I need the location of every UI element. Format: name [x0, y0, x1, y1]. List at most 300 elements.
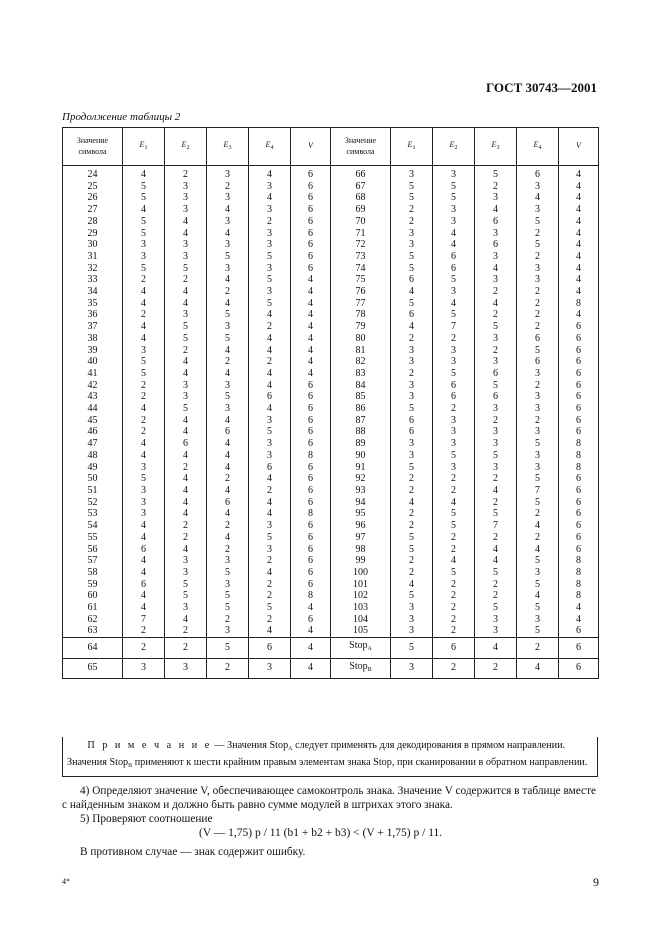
cell: 3	[165, 555, 207, 567]
cell: 3	[165, 602, 207, 614]
cell: 62	[63, 614, 123, 626]
cell: 6	[433, 391, 475, 403]
cell: 3	[391, 239, 433, 251]
cell: 5	[391, 181, 433, 193]
cell: 5	[123, 263, 165, 275]
cell: 41	[63, 368, 123, 380]
cell: 6	[291, 415, 331, 427]
cell: 4	[165, 368, 207, 380]
cell: 5	[249, 274, 291, 286]
cell: 88	[331, 426, 391, 438]
cell: 56	[63, 544, 123, 556]
cell: 3	[391, 166, 433, 181]
table-row	[63, 579, 599, 591]
cell: 3	[391, 356, 433, 368]
cell: 34	[63, 286, 123, 298]
table-row	[63, 473, 599, 485]
cell: 2	[433, 544, 475, 556]
cell: 3	[249, 438, 291, 450]
cell: 4	[123, 166, 165, 181]
cell: 4	[391, 497, 433, 509]
cell: 6	[291, 532, 331, 544]
cell: 78	[331, 309, 391, 321]
cell: 6	[559, 473, 599, 485]
footer-mark: 4*	[62, 877, 70, 886]
cell: 5	[517, 438, 559, 450]
cell: 90	[331, 450, 391, 462]
cell: 5	[517, 625, 559, 637]
cell: 5	[391, 638, 433, 659]
cell: 4	[249, 497, 291, 509]
cell: 5	[433, 567, 475, 579]
cell: 4	[207, 228, 249, 240]
cell: 5	[123, 228, 165, 240]
cell: 3	[207, 579, 249, 591]
cell: 3	[433, 462, 475, 474]
cell: 3	[391, 614, 433, 626]
cell: 65	[63, 658, 123, 679]
standard-header: ГОСТ 30743—2001	[485, 80, 597, 95]
cell: 4	[391, 321, 433, 333]
cell: 6	[207, 497, 249, 509]
cell: 4	[207, 298, 249, 310]
cell: 8	[559, 579, 599, 591]
cell: 4	[517, 544, 559, 556]
cell: 5	[517, 345, 559, 357]
cell: 5	[391, 192, 433, 204]
cell: 5	[207, 567, 249, 579]
stop-b-label	[331, 658, 391, 679]
cell: 96	[331, 520, 391, 532]
cell: 3	[249, 263, 291, 275]
cell: 2	[517, 415, 559, 427]
cell: 3	[517, 403, 559, 415]
cell: 4	[559, 614, 599, 626]
cell: 3	[433, 438, 475, 450]
cell: 4	[249, 309, 291, 321]
table-row	[63, 544, 599, 556]
cell: 2	[433, 485, 475, 497]
cell: 86	[331, 403, 391, 415]
cell: 3	[391, 450, 433, 462]
cell: 4	[249, 508, 291, 520]
cell: 5	[123, 473, 165, 485]
cell: 5	[391, 590, 433, 602]
cell: 4	[559, 274, 599, 286]
table-row	[63, 356, 599, 368]
table-row	[63, 508, 599, 520]
cell: 4	[165, 415, 207, 427]
cell: 3	[123, 239, 165, 251]
cell: 2	[391, 216, 433, 228]
table-row	[63, 462, 599, 474]
cell: 2	[165, 274, 207, 286]
cell: 4	[291, 298, 331, 310]
cell: 6	[291, 166, 331, 181]
cell: 3	[475, 228, 517, 240]
cell: 6	[291, 181, 331, 193]
cell: 4	[207, 274, 249, 286]
cell: 68	[331, 192, 391, 204]
cell: 3	[249, 450, 291, 462]
cell: 3	[391, 602, 433, 614]
table-row	[63, 192, 599, 204]
cell: 4	[433, 228, 475, 240]
cell: 2	[165, 532, 207, 544]
cell: 94	[331, 497, 391, 509]
cell: 60	[63, 590, 123, 602]
cell: 2	[207, 544, 249, 556]
cell: 30	[63, 239, 123, 251]
cell: 100	[331, 567, 391, 579]
cell: 5	[475, 166, 517, 181]
cell: 2	[475, 590, 517, 602]
inequality-formula: (V — 1,75) p / 11 (b1 + b2 + b3) < (V + 1,75) p / 11.	[199, 827, 443, 839]
cell: 4	[165, 216, 207, 228]
header-e3: $E_3$	[207, 128, 249, 166]
cell: 38	[63, 333, 123, 345]
cell: 3	[391, 658, 433, 679]
cell: 6	[559, 638, 599, 659]
cell: 104	[331, 614, 391, 626]
cell: 8	[559, 555, 599, 567]
cell: 3	[517, 274, 559, 286]
cell: 83	[331, 368, 391, 380]
table-row	[63, 286, 599, 298]
table-row	[63, 309, 599, 321]
page-number: 9	[593, 875, 599, 889]
cell: 2	[165, 520, 207, 532]
cell: 2	[207, 520, 249, 532]
step-5-paragraph: 5) Проверяют соотношение	[80, 813, 213, 825]
cell: 5	[433, 274, 475, 286]
cell: 2	[165, 638, 207, 659]
cell: 4	[559, 239, 599, 251]
cell: 3	[207, 166, 249, 181]
cell: 6	[391, 415, 433, 427]
cell: 6	[291, 204, 331, 216]
cell: 4	[475, 298, 517, 310]
cell: 3	[165, 567, 207, 579]
cell: 6	[559, 415, 599, 427]
cell: 3	[207, 263, 249, 275]
cell: 4	[291, 638, 331, 659]
cell: 6	[291, 228, 331, 240]
cell: 4	[433, 239, 475, 251]
header-e4: $E_4$	[517, 128, 559, 166]
cell: 3	[433, 204, 475, 216]
cell: 37	[63, 321, 123, 333]
table-row	[63, 380, 599, 392]
cell: 6	[291, 216, 331, 228]
cell: 5	[165, 579, 207, 591]
cell: 2	[249, 555, 291, 567]
cell: 6	[249, 638, 291, 659]
cell: 8	[559, 450, 599, 462]
cell: 2	[433, 590, 475, 602]
cell: 3	[475, 625, 517, 637]
table-row	[63, 228, 599, 240]
cell: 8	[559, 298, 599, 310]
cell: 2	[517, 638, 559, 659]
cell: 40	[63, 356, 123, 368]
cell: 84	[331, 380, 391, 392]
cell: 2	[433, 625, 475, 637]
cell: 4	[123, 321, 165, 333]
cell: 3	[475, 426, 517, 438]
cell: 3	[123, 251, 165, 263]
cell: 4	[517, 520, 559, 532]
cell: 5	[391, 462, 433, 474]
cell: 2	[249, 216, 291, 228]
cell: 4	[165, 614, 207, 626]
note-label: П р и м е ч а н и е	[87, 740, 212, 751]
table-header-row	[63, 128, 599, 166]
cell: 4	[123, 555, 165, 567]
cell: 2	[475, 415, 517, 427]
cell: 5	[433, 309, 475, 321]
cell: 2	[123, 309, 165, 321]
header-v: V	[559, 128, 599, 166]
cell: 3	[165, 380, 207, 392]
cell: 4	[123, 532, 165, 544]
table-row	[63, 555, 599, 567]
cell: 5	[123, 216, 165, 228]
cell: 5	[475, 321, 517, 333]
cell: 2	[475, 579, 517, 591]
table-row	[63, 532, 599, 544]
cell: 99	[331, 555, 391, 567]
cell: 4	[249, 403, 291, 415]
cell: 3	[475, 333, 517, 345]
cell: 5	[123, 192, 165, 204]
stop-label: Stop	[349, 660, 368, 672]
cell: 4	[207, 415, 249, 427]
cell: 4	[165, 473, 207, 485]
cell: 4	[249, 380, 291, 392]
cell: 2	[123, 415, 165, 427]
cell: 3	[475, 438, 517, 450]
cell: 6	[291, 555, 331, 567]
cell: 5	[165, 321, 207, 333]
cell: 6	[559, 485, 599, 497]
cell: 75	[331, 274, 391, 286]
cell: 3	[249, 658, 291, 679]
cell: 47	[63, 438, 123, 450]
cell: 25	[63, 181, 123, 193]
cell: 4	[249, 625, 291, 637]
cell: 2	[433, 614, 475, 626]
cell: 2	[123, 274, 165, 286]
cell: 3	[475, 192, 517, 204]
cell: 3	[165, 391, 207, 403]
cell: 3	[249, 415, 291, 427]
cell: 4	[207, 368, 249, 380]
cell: 4	[165, 450, 207, 462]
cell: 5	[123, 356, 165, 368]
cell: 2	[517, 286, 559, 298]
cell: 5	[207, 602, 249, 614]
cell: 6	[559, 333, 599, 345]
cell: 5	[517, 239, 559, 251]
cell: 97	[331, 532, 391, 544]
cell: 3	[391, 391, 433, 403]
cell: 6	[291, 567, 331, 579]
cell: 55	[63, 532, 123, 544]
cell: 2	[391, 555, 433, 567]
cell: 8	[559, 590, 599, 602]
table-row	[63, 614, 599, 626]
cell: 5	[433, 450, 475, 462]
cell: 6	[559, 497, 599, 509]
cell: 51	[63, 485, 123, 497]
cell: 3	[433, 426, 475, 438]
cell: 6	[559, 426, 599, 438]
cell: 89	[331, 438, 391, 450]
cell: 4	[559, 286, 599, 298]
cell: 3	[123, 508, 165, 520]
cell: 2	[391, 333, 433, 345]
cell: 2	[391, 485, 433, 497]
cell: 2	[517, 380, 559, 392]
cell: 5	[207, 333, 249, 345]
cell: 4	[433, 298, 475, 310]
table-body	[63, 166, 599, 679]
cell: 4	[391, 579, 433, 591]
cell: 3	[207, 321, 249, 333]
cell: 2	[517, 508, 559, 520]
cell: 2	[249, 579, 291, 591]
cell: 2	[475, 532, 517, 544]
cell: 4	[291, 368, 331, 380]
table-continuation-caption: Продолжение таблицы 2	[62, 111, 181, 123]
cell: 5	[517, 579, 559, 591]
cell: 4	[123, 298, 165, 310]
cell: 2	[165, 345, 207, 357]
cell: 4	[559, 263, 599, 275]
table-row	[63, 166, 599, 181]
table-row	[63, 567, 599, 579]
cell: 4	[207, 450, 249, 462]
cell: 2	[207, 658, 249, 679]
cell: 43	[63, 391, 123, 403]
cell: 3	[207, 625, 249, 637]
cell: 2	[123, 638, 165, 659]
cell: 3	[249, 544, 291, 556]
cell: 82	[331, 356, 391, 368]
table-row	[63, 391, 599, 403]
header-e1: $E_1$	[123, 128, 165, 166]
cell: 2	[207, 356, 249, 368]
cell: 2	[123, 391, 165, 403]
cell: 79	[331, 321, 391, 333]
cell: 80	[331, 333, 391, 345]
cell: 4	[123, 520, 165, 532]
cell: 95	[331, 508, 391, 520]
cell: 4	[123, 567, 165, 579]
cell: 4	[123, 438, 165, 450]
cell: 5	[433, 508, 475, 520]
cell: 24	[63, 166, 123, 181]
cell: 48	[63, 450, 123, 462]
cell: 6	[475, 216, 517, 228]
cell: 4	[249, 345, 291, 357]
cell: 27	[63, 204, 123, 216]
cell: 42	[63, 380, 123, 392]
cell: 4	[123, 286, 165, 298]
cell: 6	[517, 333, 559, 345]
cell: 2	[475, 345, 517, 357]
cell: 5	[517, 473, 559, 485]
cell: 2	[391, 520, 433, 532]
cell: 5	[165, 403, 207, 415]
cell: 6	[291, 473, 331, 485]
cell: 4	[165, 228, 207, 240]
cell: 61	[63, 602, 123, 614]
cell: 4	[123, 602, 165, 614]
cell: 2	[475, 473, 517, 485]
cell: 3	[475, 356, 517, 368]
cell: 4	[291, 602, 331, 614]
stop-b-row	[63, 658, 599, 679]
cell: 98	[331, 544, 391, 556]
cell: 3	[433, 166, 475, 181]
cell: 4	[559, 251, 599, 263]
table-row	[63, 368, 599, 380]
cell: 2	[207, 286, 249, 298]
cell: 6	[559, 356, 599, 368]
cell: 2	[207, 473, 249, 485]
note-text: применяют к шести крайним правым элементам знака Stop, при сканировании в обратном направлении.	[132, 757, 588, 768]
cell: 2	[433, 602, 475, 614]
cell: 5	[475, 450, 517, 462]
header-v: V	[291, 128, 331, 166]
cell: 6	[249, 391, 291, 403]
cell: 6	[291, 251, 331, 263]
cell: 4	[559, 228, 599, 240]
cell: 103	[331, 602, 391, 614]
cell: 26	[63, 192, 123, 204]
cell: 3	[517, 614, 559, 626]
cell: 6	[291, 192, 331, 204]
cell: 3	[165, 658, 207, 679]
cell: 5	[391, 251, 433, 263]
cell: 6	[291, 403, 331, 415]
cell: 4	[291, 286, 331, 298]
cell: 2	[249, 590, 291, 602]
cell: 2	[391, 508, 433, 520]
cell: 4	[123, 204, 165, 216]
cell: 4	[165, 497, 207, 509]
table-row	[63, 333, 599, 345]
cell: 5	[123, 368, 165, 380]
table-row	[63, 602, 599, 614]
header-e2: $E_2$	[433, 128, 475, 166]
cell: 6	[291, 391, 331, 403]
cell: 6	[165, 438, 207, 450]
cell: 4	[291, 345, 331, 357]
cell: 4	[165, 426, 207, 438]
table-row	[63, 625, 599, 637]
cell: 85	[331, 391, 391, 403]
cell: 5	[433, 520, 475, 532]
cell: 6	[475, 368, 517, 380]
table-note	[62, 737, 598, 777]
table-row	[63, 426, 599, 438]
cell: 4	[207, 438, 249, 450]
cell: 49	[63, 462, 123, 474]
cell: 3	[123, 497, 165, 509]
